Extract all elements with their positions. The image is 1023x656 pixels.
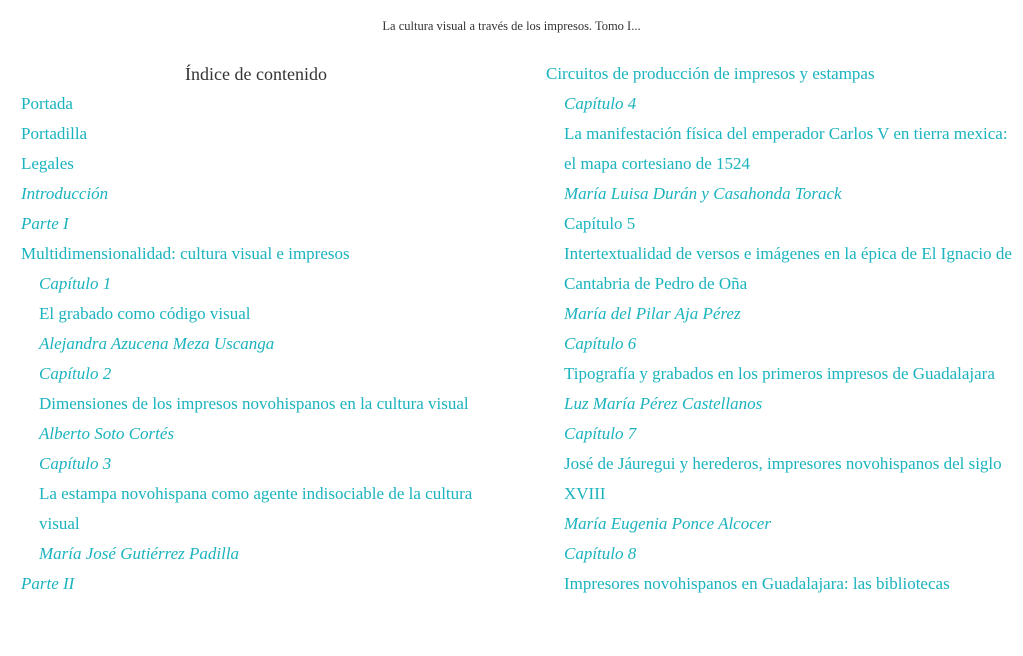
toc-link[interactable]: Dimensiones de los impresos novohispanos en la cultura visual [39,394,469,413]
toc-link[interactable]: María Eugenia Ponce Alcocer [564,514,771,533]
toc-link[interactable]: Parte I [21,214,69,233]
toc-link[interactable]: María José Gutiérrez Padilla [39,544,240,563]
toc-link[interactable]: Intertextualidad de versos e imágenes en la épica de El Ignacio de Cantabria de Pedro de Oña [564,244,1012,293]
toc-list-right [546,59,1016,599]
toc-list-left [21,89,501,599]
toc-link[interactable]: Alberto Soto Cortés [39,424,175,443]
toc-link[interactable]: Portadilla [21,124,88,143]
toc-link[interactable]: María Luisa Durán y Casahonda Torack [564,184,842,203]
toc-link[interactable]: José de Jáuregui y herederos, impresores novohispanos del siglo XVIII [564,454,1002,503]
toc-link[interactable]: Portada [21,94,73,113]
toc-heading: Índice de contenido [185,64,327,84]
toc-link[interactable]: La manifestación física del emperador Carlos V en tierra mexica: el mapa cortesiano de 1524 [564,124,1008,173]
toc-link[interactable]: Capítulo 7 [564,424,637,443]
toc-link[interactable]: Impresores novohispanos en Guadalajara: las bibliotecas [564,574,950,593]
toc-link[interactable]: Capítulo 3 [39,454,112,473]
toc-link[interactable]: Capítulo 8 [564,544,637,563]
toc-link[interactable]: Capítulo 5 [564,214,636,233]
toc-link[interactable]: Multidimensionalidad: cultura visual e impresos [21,244,350,263]
toc-link[interactable]: Capítulo 1 [39,274,112,293]
toc-link[interactable]: Luz María Pérez Castellanos [564,394,763,413]
toc-column-left [21,59,501,599]
toc-link[interactable]: Alejandra Azucena Meza Uscanga [39,334,275,353]
toc-link[interactable]: Capítulo 2 [39,364,112,383]
toc-column-right [546,59,1016,599]
toc-link[interactable]: Legales [21,154,74,173]
toc-link[interactable]: La estampa novohispana como agente indisociable de la cultura visual [39,484,473,533]
toc-link[interactable]: Parte II [21,574,75,593]
toc-link[interactable]: El grabado como código visual [39,304,251,323]
toc-link[interactable]: María del Pilar Aja Pérez [564,304,741,323]
toc-link[interactable]: Introducción [21,184,109,203]
running-title: La cultura visual a través de los impresos. Tomo I... [382,19,641,33]
toc-link[interactable]: Tipografía y grabados en los primeros impresos de Guadalajara [564,364,995,383]
toc-link[interactable]: Circuitos de producción de impresos y estampas [546,64,875,83]
toc-link[interactable]: Capítulo 6 [564,334,637,353]
toc-link[interactable]: Capítulo 4 [564,94,637,113]
